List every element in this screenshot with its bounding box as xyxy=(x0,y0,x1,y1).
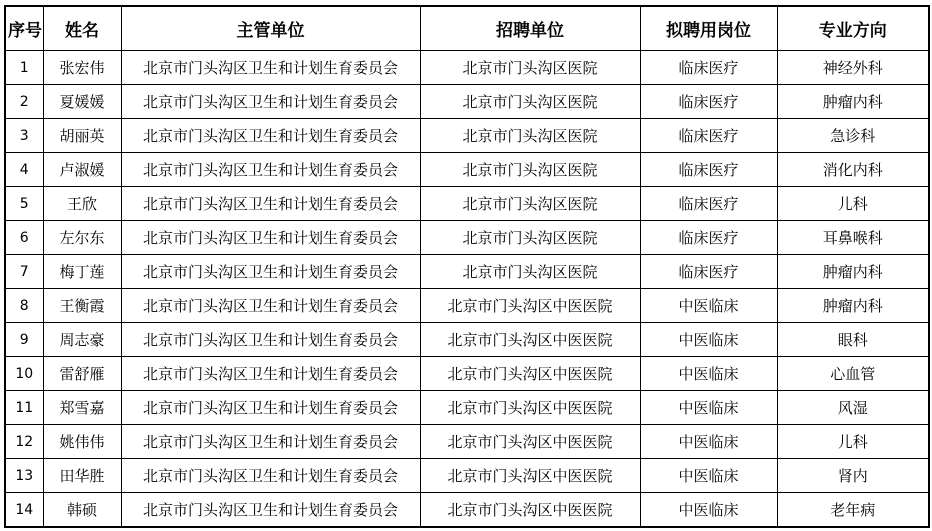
table-header xyxy=(5,6,929,51)
cell-position: 中医临床 xyxy=(640,425,777,459)
table-body xyxy=(5,51,929,528)
cell-position: 临床医疗 xyxy=(640,221,777,255)
cell-specialty: 消化内科 xyxy=(777,153,929,187)
cell-supervisor: 北京市门头沟区卫生和计划生育委员会 xyxy=(121,221,420,255)
cell-specialty: 肿瘤内科 xyxy=(777,85,929,119)
cell-position: 临床医疗 xyxy=(640,153,777,187)
cell-employer: 北京市门头沟区医院 xyxy=(420,85,640,119)
cell-name: 韩硕 xyxy=(43,493,121,528)
header-row xyxy=(5,6,929,51)
cell-specialty: 急诊科 xyxy=(777,119,929,153)
cell-supervisor: 北京市门头沟区卫生和计划生育委员会 xyxy=(121,493,420,528)
cell-position: 临床医疗 xyxy=(640,51,777,85)
cell-employer: 北京市门头沟区医院 xyxy=(420,255,640,289)
cell-supervisor: 北京市门头沟区卫生和计划生育委员会 xyxy=(121,85,420,119)
cell-name: 周志豪 xyxy=(43,323,121,357)
cell-index: 7 xyxy=(5,255,43,289)
cell-supervisor: 北京市门头沟区卫生和计划生育委员会 xyxy=(121,119,420,153)
table-row xyxy=(5,119,929,153)
table-row xyxy=(5,289,929,323)
cell-employer: 北京市门头沟区中医医院 xyxy=(420,357,640,391)
header-index: 序号 xyxy=(5,6,43,51)
cell-index: 4 xyxy=(5,153,43,187)
cell-index: 13 xyxy=(5,459,43,493)
cell-supervisor: 北京市门头沟区卫生和计划生育委员会 xyxy=(121,357,420,391)
cell-specialty: 肾内 xyxy=(777,459,929,493)
cell-name: 姚伟伟 xyxy=(43,425,121,459)
cell-index: 6 xyxy=(5,221,43,255)
cell-specialty: 耳鼻喉科 xyxy=(777,221,929,255)
cell-specialty: 老年病 xyxy=(777,493,929,528)
recruitment-table xyxy=(4,5,930,528)
table-row xyxy=(5,425,929,459)
cell-index: 8 xyxy=(5,289,43,323)
cell-position: 中医临床 xyxy=(640,391,777,425)
cell-position: 中医临床 xyxy=(640,357,777,391)
header-name: 姓名 xyxy=(43,6,121,51)
cell-position: 临床医疗 xyxy=(640,187,777,221)
cell-name: 王欣 xyxy=(43,187,121,221)
cell-employer: 北京市门头沟区中医医院 xyxy=(420,425,640,459)
cell-index: 3 xyxy=(5,119,43,153)
table-row xyxy=(5,187,929,221)
cell-specialty: 儿科 xyxy=(777,187,929,221)
cell-specialty: 风湿 xyxy=(777,391,929,425)
cell-name: 田华胜 xyxy=(43,459,121,493)
cell-supervisor: 北京市门头沟区卫生和计划生育委员会 xyxy=(121,51,420,85)
cell-supervisor: 北京市门头沟区卫生和计划生育委员会 xyxy=(121,391,420,425)
header-position: 拟聘用岗位 xyxy=(640,6,777,51)
table-row xyxy=(5,459,929,493)
table-row xyxy=(5,391,929,425)
cell-employer: 北京市门头沟区中医医院 xyxy=(420,391,640,425)
table-row xyxy=(5,493,929,528)
table-row xyxy=(5,357,929,391)
cell-supervisor: 北京市门头沟区卫生和计划生育委员会 xyxy=(121,153,420,187)
cell-specialty: 心血管 xyxy=(777,357,929,391)
table-row xyxy=(5,51,929,85)
cell-index: 10 xyxy=(5,357,43,391)
cell-employer: 北京市门头沟区中医医院 xyxy=(420,493,640,528)
cell-employer: 北京市门头沟区医院 xyxy=(420,51,640,85)
cell-index: 9 xyxy=(5,323,43,357)
cell-supervisor: 北京市门头沟区卫生和计划生育委员会 xyxy=(121,187,420,221)
cell-name: 胡丽英 xyxy=(43,119,121,153)
table-row xyxy=(5,255,929,289)
table-row xyxy=(5,323,929,357)
cell-name: 张宏伟 xyxy=(43,51,121,85)
table-row xyxy=(5,221,929,255)
cell-specialty: 神经外科 xyxy=(777,51,929,85)
cell-employer: 北京市门头沟区中医医院 xyxy=(420,289,640,323)
cell-employer: 北京市门头沟区中医医院 xyxy=(420,459,640,493)
cell-index: 2 xyxy=(5,85,43,119)
cell-employer: 北京市门头沟区医院 xyxy=(420,119,640,153)
cell-position: 临床医疗 xyxy=(640,119,777,153)
table-row xyxy=(5,85,929,119)
cell-supervisor: 北京市门头沟区卫生和计划生育委员会 xyxy=(121,289,420,323)
cell-employer: 北京市门头沟区中医医院 xyxy=(420,323,640,357)
cell-employer: 北京市门头沟区医院 xyxy=(420,153,640,187)
cell-position: 临床医疗 xyxy=(640,85,777,119)
cell-index: 11 xyxy=(5,391,43,425)
header-supervisor: 主管单位 xyxy=(121,6,420,51)
cell-name: 夏媛媛 xyxy=(43,85,121,119)
cell-supervisor: 北京市门头沟区卫生和计划生育委员会 xyxy=(121,459,420,493)
cell-supervisor: 北京市门头沟区卫生和计划生育委员会 xyxy=(121,425,420,459)
cell-supervisor: 北京市门头沟区卫生和计划生育委员会 xyxy=(121,323,420,357)
cell-specialty: 肿瘤内科 xyxy=(777,255,929,289)
cell-index: 5 xyxy=(5,187,43,221)
cell-index: 1 xyxy=(5,51,43,85)
table-row xyxy=(5,153,929,187)
cell-name: 郑雪嘉 xyxy=(43,391,121,425)
cell-position: 中医临床 xyxy=(640,459,777,493)
cell-index: 14 xyxy=(5,493,43,528)
cell-specialty: 儿科 xyxy=(777,425,929,459)
cell-specialty: 眼科 xyxy=(777,323,929,357)
cell-position: 中医临床 xyxy=(640,493,777,528)
cell-name: 梅丁莲 xyxy=(43,255,121,289)
header-specialty: 专业方向 xyxy=(777,6,929,51)
cell-specialty: 肿瘤内科 xyxy=(777,289,929,323)
cell-name: 卢淑媛 xyxy=(43,153,121,187)
header-employer: 招聘单位 xyxy=(420,6,640,51)
cell-supervisor: 北京市门头沟区卫生和计划生育委员会 xyxy=(121,255,420,289)
cell-position: 中医临床 xyxy=(640,323,777,357)
cell-position: 中医临床 xyxy=(640,289,777,323)
cell-name: 王衡霞 xyxy=(43,289,121,323)
cell-employer: 北京市门头沟区医院 xyxy=(420,221,640,255)
cell-name: 雷舒雁 xyxy=(43,357,121,391)
cell-index: 12 xyxy=(5,425,43,459)
cell-position: 临床医疗 xyxy=(640,255,777,289)
cell-name: 左尔东 xyxy=(43,221,121,255)
cell-employer: 北京市门头沟区医院 xyxy=(420,187,640,221)
